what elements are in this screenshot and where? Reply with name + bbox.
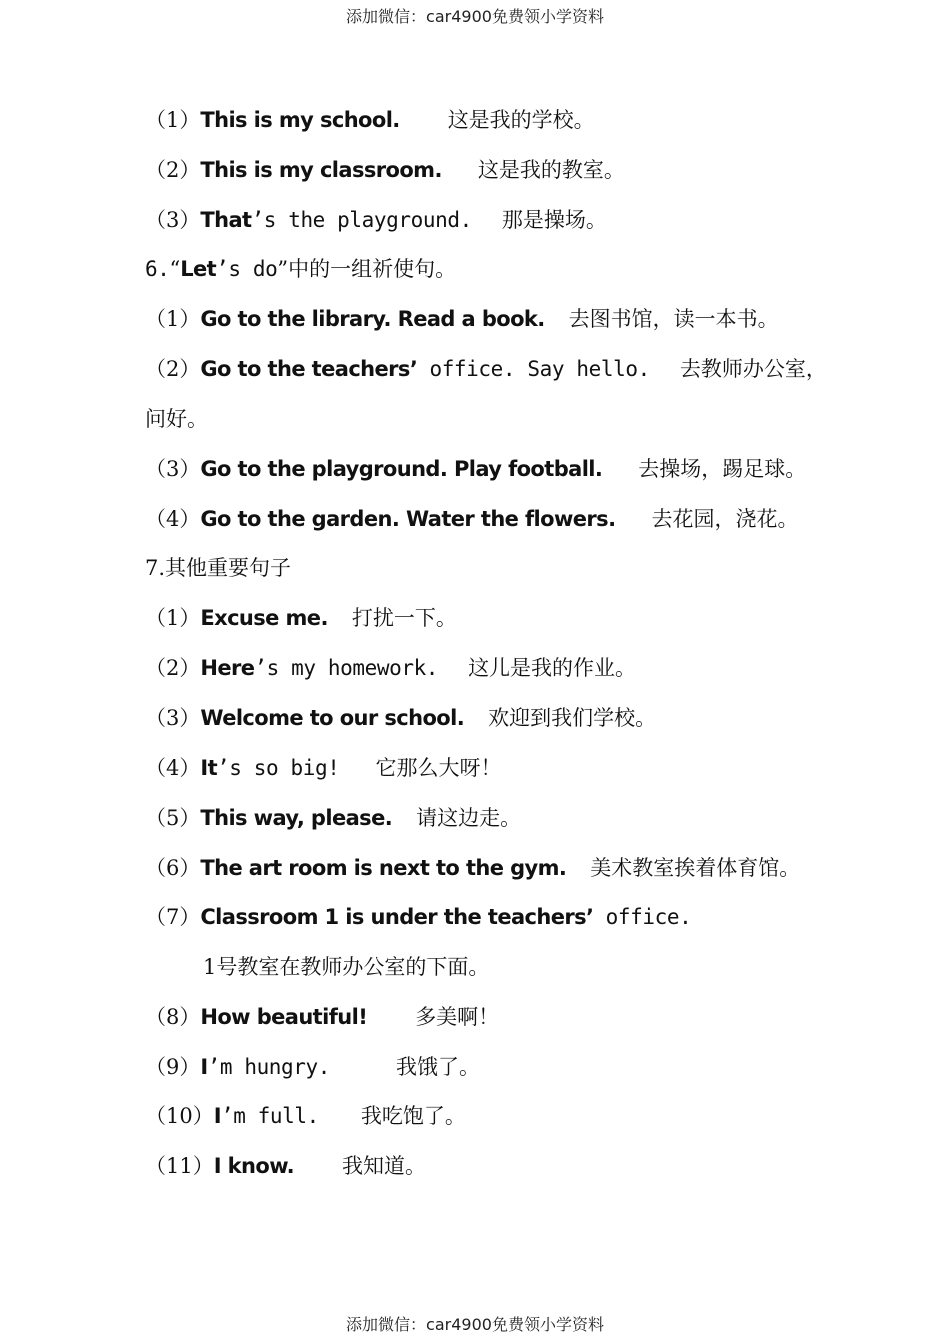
english-bold: Here — [200, 656, 255, 680]
item-number: （4） — [145, 756, 201, 780]
sentence-line — [145, 853, 800, 883]
item-number: （3） — [145, 457, 201, 481]
chinese-text: 打扰一下。 — [351, 606, 457, 630]
item-number: （4） — [145, 507, 201, 531]
watermark-top: 添加微信：car4900免费领小学资料 — [346, 7, 604, 26]
item-number: （5） — [145, 806, 201, 830]
sentence-line — [145, 753, 501, 783]
item-number: （7） — [145, 905, 201, 929]
sentence-line — [145, 902, 691, 932]
chinese-text: 它那么大呀！ — [375, 756, 502, 780]
item-number: （2） — [145, 357, 201, 381]
english-bold: This is my classroom. — [200, 158, 442, 182]
watermark-faint-header — [0, 26, 950, 38]
english-bold: Classroom 1 is under the teachers’ — [200, 905, 594, 929]
chinese-text: 我吃饱了。 — [360, 1104, 466, 1128]
english-plain: ’s the playground. — [251, 208, 472, 232]
chinese-text: 这是我的学校。 — [447, 108, 595, 132]
english-bold: Go to the teachers’ — [200, 357, 418, 381]
english-bold: Go to the playground. Play football. — [200, 457, 603, 481]
chinese-text: 问好。 — [145, 407, 208, 431]
english-bold: Excuse me. — [200, 606, 328, 630]
english-plain: ’s do — [216, 257, 278, 281]
item-number: （11） — [145, 1154, 214, 1178]
sentence-line — [145, 105, 595, 135]
sentence-line — [145, 1002, 499, 1032]
english-bold: That — [200, 208, 252, 232]
sentence-line — [145, 205, 607, 235]
chinese-text: 我饿了。 — [396, 1055, 481, 1079]
english-bold: How beautiful! — [200, 1005, 368, 1029]
close-quote: ” — [277, 257, 289, 281]
sentence-line — [145, 354, 827, 384]
section-6-title — [145, 254, 456, 284]
english-plain: office. — [593, 905, 692, 929]
english-bold: Welcome to our school. — [200, 706, 465, 730]
english-bold: This is my school. — [200, 108, 400, 132]
english-bold: I — [200, 1055, 208, 1079]
sentence-line — [145, 803, 521, 833]
sentence-line — [145, 603, 457, 633]
chinese-text: 去教师办公室， — [679, 357, 827, 381]
english-bold: Go to the garden. Water the flowers. — [200, 507, 616, 531]
sentence-line — [145, 504, 798, 534]
item-number: （8） — [145, 1005, 201, 1029]
sentence-line — [145, 1052, 480, 1082]
english-plain: office. Say hello. — [417, 357, 650, 381]
sentence-line — [145, 304, 779, 334]
chinese-text: 去图书馆，读一本书。 — [568, 307, 779, 331]
open-quote: “ — [169, 257, 181, 281]
sentence-line-continuation — [145, 404, 208, 434]
english-plain: ’s so big! — [217, 756, 340, 780]
section-number: 6. — [145, 257, 170, 281]
item-number: （9） — [145, 1055, 201, 1079]
item-number: （3） — [145, 208, 201, 232]
chinese-text: 欢迎到我们学校。 — [488, 706, 657, 730]
sentence-line — [145, 703, 656, 733]
chinese-text: 多美啊！ — [415, 1005, 500, 1029]
chinese-text: 美术教室挨着体育馆。 — [590, 856, 801, 880]
chinese-text: 这是我的教室。 — [477, 158, 625, 182]
item-number: （3） — [145, 706, 201, 730]
chinese-text: 中的一组祈使句。 — [288, 257, 457, 281]
section-7-title: 7.其他重要句子 — [145, 556, 292, 580]
sentence-line — [145, 155, 625, 185]
english-plain: ’m hungry. — [207, 1055, 331, 1079]
sentence-line — [145, 653, 636, 683]
english-bold: Let — [180, 257, 217, 281]
chinese-text: 1号教室在教师办公室的下面。 — [203, 955, 490, 979]
item-number: （2） — [145, 158, 201, 182]
item-number: （10） — [145, 1104, 214, 1128]
sentence-line-continuation — [203, 952, 489, 982]
english-plain: ’m full. — [220, 1104, 319, 1128]
item-number: （1） — [145, 307, 201, 331]
sentence-line — [145, 1151, 426, 1181]
chinese-text: 去操场，踢足球。 — [638, 457, 807, 481]
english-bold: The art room is next to the gym. — [200, 856, 567, 880]
english-bold: I know. — [213, 1154, 295, 1178]
chinese-text: 去花园，浇花。 — [651, 507, 799, 531]
sentence-line — [145, 454, 806, 484]
item-number: （1） — [145, 606, 201, 630]
english-plain: ’s my homework. — [254, 656, 439, 680]
item-number: （1） — [145, 108, 201, 132]
chinese-text: 那是操场。 — [501, 208, 607, 232]
item-number: （2） — [145, 656, 201, 680]
sentence-line — [145, 1101, 466, 1131]
english-bold: Go to the library. Read a book. — [200, 307, 545, 331]
english-bold: This way, please. — [200, 806, 393, 830]
english-bold: I — [213, 1104, 221, 1128]
chinese-text: 这儿是我的作业。 — [468, 656, 637, 680]
english-bold: It — [200, 756, 218, 780]
chinese-text: 请这边走。 — [416, 806, 522, 830]
item-number: （6） — [145, 856, 201, 880]
watermark-bottom: 添加微信：car4900免费领小学资料 — [346, 1315, 604, 1334]
chinese-text: 我知道。 — [342, 1154, 427, 1178]
